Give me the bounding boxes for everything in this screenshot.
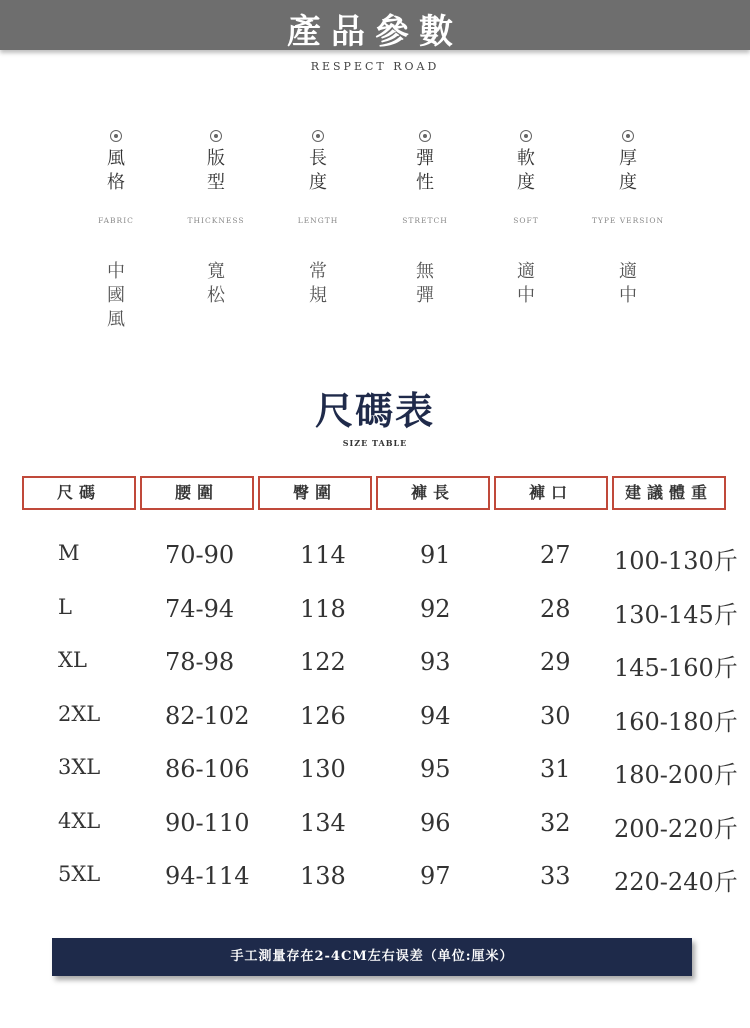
attribute-english-label: SOFT (513, 216, 539, 225)
attribute-name-char: 風 (107, 148, 125, 169)
attribute-name (390, 147, 460, 195)
attribute-name-char: 長 (309, 148, 327, 169)
attribute-name (81, 147, 151, 195)
attribute-name-char: 格 (107, 172, 125, 193)
attribute-value-char: 適 (517, 261, 535, 282)
attribute-value (390, 260, 460, 308)
table-cell: 78-98 (165, 648, 235, 676)
table-cell: 134 (300, 808, 346, 837)
table-cell: L (58, 594, 72, 619)
table-cell: 31 (540, 755, 571, 783)
table-header-cell: 尺碼 (22, 476, 136, 510)
table-cell: 145-160斤 (614, 654, 738, 682)
radio-dot-icon (312, 130, 324, 142)
table-header-cell: 建議體重 (612, 476, 726, 510)
table-cell: 200-220斤 (614, 814, 738, 843)
attribute-name-char: 性 (416, 172, 434, 193)
table-cell: 100-130斤 (614, 547, 738, 575)
attribute-type-version (593, 130, 663, 195)
table-cell: 114 (300, 541, 346, 569)
table-cell: 180-200斤 (614, 761, 738, 789)
attribute-name-char: 厚 (619, 148, 637, 169)
attribute-name-char: 度 (309, 172, 327, 193)
table-cell: 126 (300, 701, 346, 730)
attribute-name-char: 軟 (517, 148, 535, 169)
table-cell: M (58, 541, 80, 565)
table-cell: 118 (300, 594, 346, 623)
attribute-value-char: 風 (107, 309, 125, 330)
size-table-title: 尺碼表 (314, 388, 435, 433)
page-title: 產品參數 (287, 12, 463, 52)
attribute-value-char: 中 (107, 261, 125, 282)
attribute-name-char: 度 (619, 172, 637, 193)
table-cell: 138 (300, 862, 346, 890)
radio-dot-icon (419, 130, 431, 142)
table-cell: 29 (540, 648, 571, 676)
measurement-note: 手工測量存在2-4CM左右误差（单位:厘米） (52, 938, 692, 976)
table-cell: 94 (420, 701, 451, 730)
table-cell: 122 (300, 648, 346, 676)
table-cell: 220-240斤 (614, 868, 738, 896)
table-cell: 28 (540, 594, 571, 623)
attribute-soft (491, 130, 561, 195)
table-cell: XL (58, 648, 87, 672)
table-header-cell: 臀圍 (258, 476, 372, 510)
table-cell: 96 (420, 808, 451, 837)
attribute-english-label: THICKNESS (187, 216, 245, 225)
attribute-value (491, 260, 561, 308)
attribute-stretch (390, 130, 460, 195)
table-cell: 93 (420, 648, 451, 676)
attribute-value-char: 國 (107, 285, 125, 306)
table-cell: 30 (540, 701, 571, 730)
table-cell: 86-106 (165, 755, 250, 783)
table-cell: 27 (540, 541, 571, 569)
attribute-length (283, 130, 353, 195)
attribute-name-char: 版 (207, 148, 225, 169)
attribute-name (491, 147, 561, 195)
table-header-cell: 腰圍 (140, 476, 254, 510)
table-cell: 33 (540, 862, 571, 890)
table-cell: 130-145斤 (614, 600, 738, 629)
table-cell: 94-114 (165, 862, 250, 890)
table-cell: 90-110 (165, 808, 250, 837)
attribute-value-char: 中 (619, 285, 637, 306)
attribute-value-char: 適 (619, 261, 637, 282)
attribute-value (283, 260, 353, 308)
table-cell: 91 (420, 541, 451, 569)
table-cell: 70-90 (165, 541, 235, 569)
size-table-subtitle: SIZE TABLE (342, 438, 408, 448)
table-cell: 2XL (58, 701, 101, 726)
attribute-english-label: LENGTH (297, 216, 339, 225)
attribute-fabric (81, 130, 151, 195)
attribute-value-char: 寬 (207, 261, 225, 282)
attribute-thickness (181, 130, 251, 195)
attribute-value-char: 中 (517, 285, 535, 306)
table-header-cell: 褲長 (376, 476, 490, 510)
table-cell: 3XL (58, 755, 101, 779)
radio-dot-icon (520, 130, 532, 142)
attribute-name (181, 147, 251, 195)
table-cell: 160-180斤 (614, 707, 738, 736)
radio-dot-icon (210, 130, 222, 142)
radio-dot-icon (622, 130, 634, 142)
table-cell: 74-94 (165, 594, 235, 623)
attribute-value (181, 260, 251, 308)
attribute-value-char: 彈 (416, 285, 434, 306)
attribute-name (283, 147, 353, 195)
attribute-value (593, 260, 663, 308)
attribute-english-label: STRETCH (402, 216, 448, 225)
attribute-value-char: 常 (309, 261, 327, 282)
attribute-value (81, 260, 151, 332)
table-cell: 92 (420, 594, 451, 623)
page-subtitle: RESPECT ROAD (310, 60, 440, 73)
table-cell: 95 (420, 755, 451, 783)
table-cell: 4XL (58, 808, 101, 833)
table-cell: 32 (540, 808, 571, 837)
radio-dot-icon (110, 130, 122, 142)
table-cell: 130 (300, 755, 346, 783)
table-cell: 5XL (58, 862, 101, 886)
attribute-name-char: 度 (517, 172, 535, 193)
table-cell: 82-102 (165, 701, 250, 730)
table-cell: 97 (420, 862, 451, 890)
table-header-cell: 褲口 (494, 476, 608, 510)
attribute-value-char: 規 (309, 285, 327, 306)
attribute-name-char: 型 (207, 172, 225, 193)
attribute-name (593, 147, 663, 195)
attribute-value-char: 無 (416, 261, 434, 282)
attribute-english-label: TYPE VERSION (591, 216, 665, 225)
attribute-name-char: 彈 (416, 148, 434, 169)
attribute-english-label: FABRIC (98, 216, 134, 225)
attribute-value-char: 松 (207, 285, 225, 306)
